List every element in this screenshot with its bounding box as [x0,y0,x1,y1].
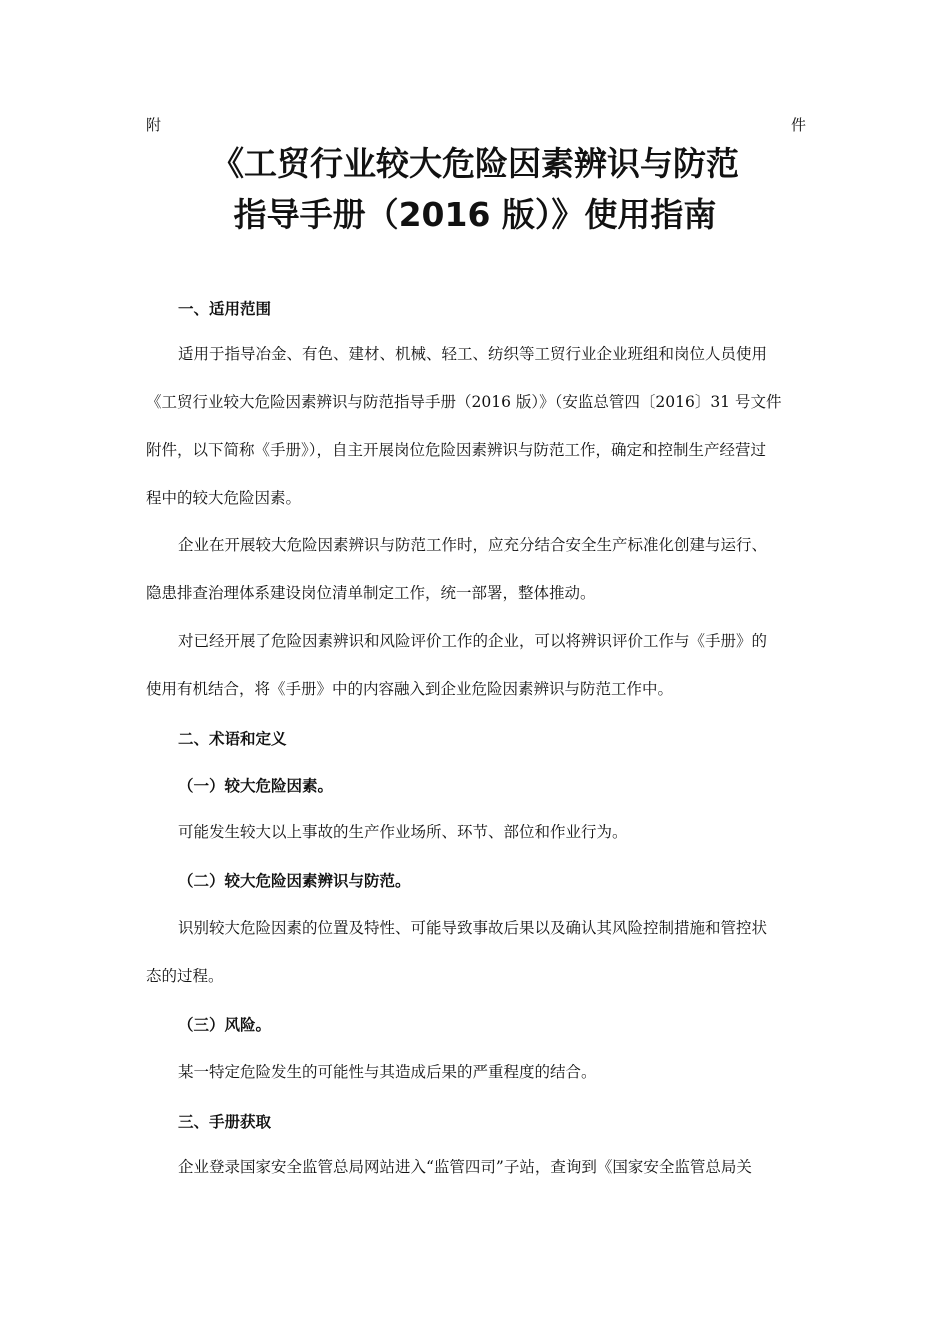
paragraph-line: 企业在开展较大危险因素辨识与防范工作时，应充分结合安全生产标准化创建与运行、 [178,536,768,554]
paragraph-line: 对已经开展了危险因素辨识和风险评价工作的企业，可以将辨识评价工作与《手册》的 [178,632,768,650]
definition-text: 态的过程。 [146,967,224,985]
definition-text: 某一特定危险发生的可能性与其造成后果的严重程度的结合。 [178,1063,597,1081]
definition-title-risk: （三）风险。 [178,1016,272,1034]
document-title-line-2: 指导手册（2016 版）》使用指南 [233,195,717,234]
section-heading-scope: 一、适用范围 [178,300,272,318]
attachment-label-left: 附 [146,116,162,134]
definition-title-major-hazard: （一）较大危险因素。 [178,777,334,795]
definition-title-identification: （二）较大危险因素辨识与防范。 [178,872,411,890]
paragraph-line: 企业登录国家安全监管总局网站进入“监管四司”子站，查询到《国家安全监管总局关 [178,1158,752,1176]
definition-text: 可能发生较大以上事故的生产作业场所、环节、部位和作业行为。 [178,823,628,841]
attachment-label-right: 件 [791,116,807,134]
paragraph-line: 适用于指导冶金、有色、建材、机械、轻工、纺织等工贸行业企业班组和岗位人员使用 [178,345,768,363]
paragraph-line: 使用有机结合，将《手册》中的内容融入到企业危险因素辨识与防范工作中。 [146,680,674,698]
paragraph-line: 附件，以下简称《手册》），自主开展岗位危险因素辨识与防范工作，确定和控制生产经营过 [146,441,767,459]
paragraph-line: 《工贸行业较大危险因素辨识与防范指导手册（2016 版）》（安监总管四〔2016〕31 号文件 [146,393,782,411]
section-heading-terms: 二、术语和定义 [178,730,287,748]
document-title-line-1: 《工贸行业较大危险因素辨识与防范 [211,144,739,183]
section-heading-obtain: 三、手册获取 [178,1113,272,1131]
definition-text: 识别较大危险因素的位置及特性、可能导致事故后果以及确认其风险控制措施和管控状 [178,919,768,937]
paragraph-line: 程中的较大危险因素。 [146,489,302,507]
paragraph-line: 隐患排查治理体系建设岗位清单制定工作，统一部署，整体推动。 [146,584,596,602]
